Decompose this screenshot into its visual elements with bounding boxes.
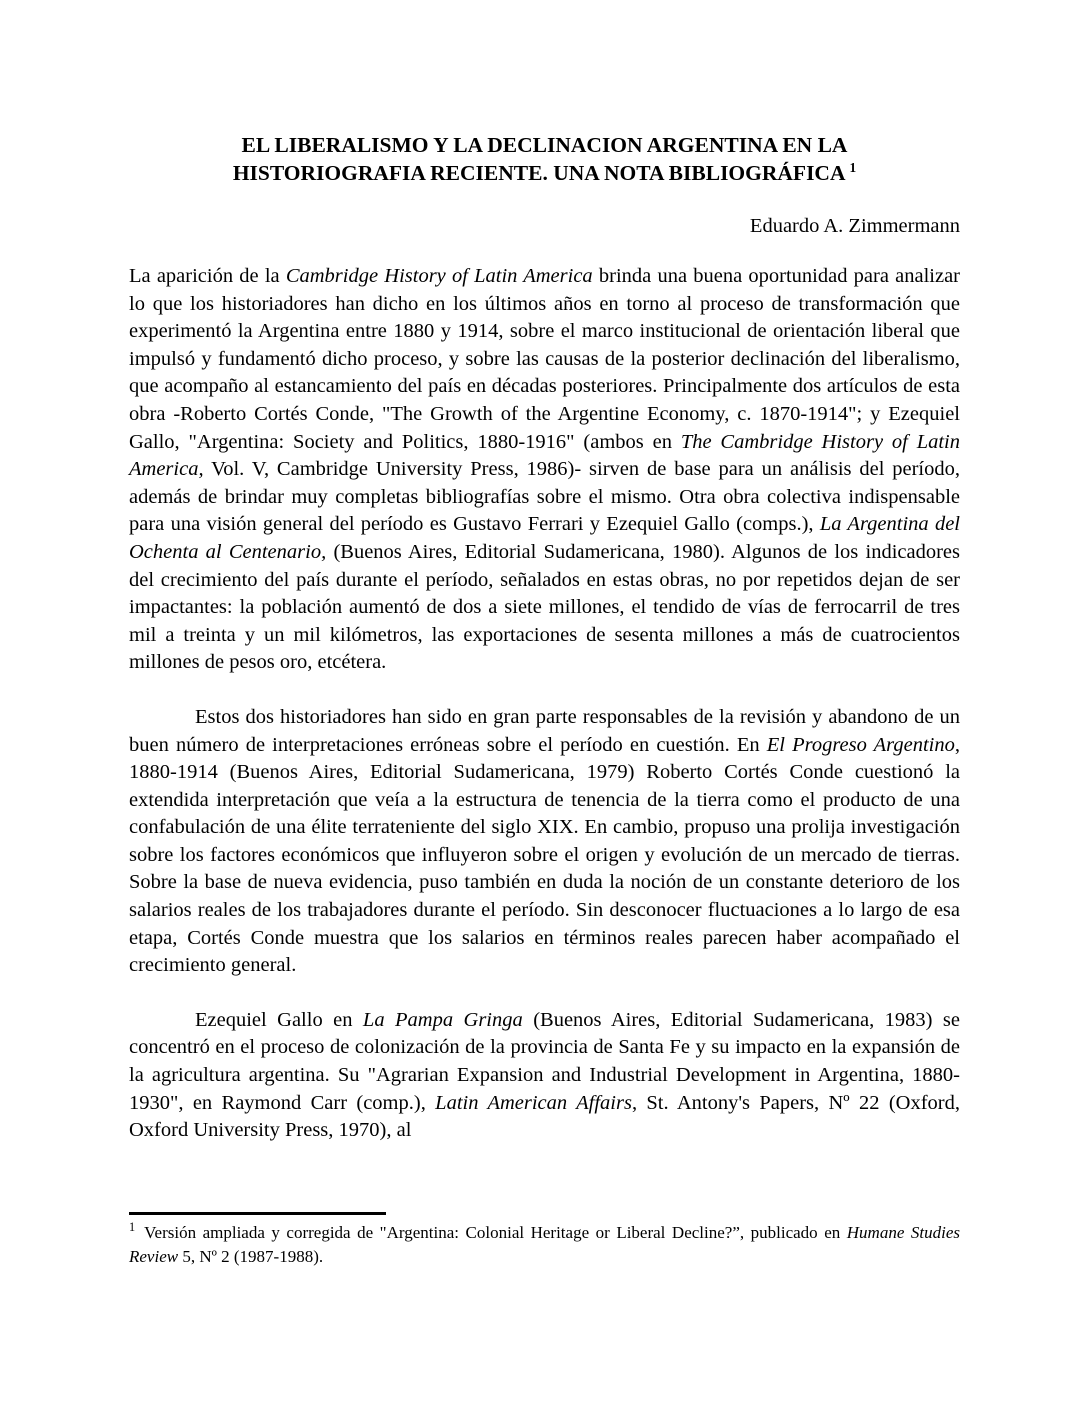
title-line-1: EL LIBERALISMO Y LA DECLINACION ARGENTINA EN LA	[241, 133, 848, 157]
document-title	[129, 131, 960, 187]
footnote-section	[129, 1212, 960, 1268]
paragraph-2: Estos dos historiadores han sido en gran parte responsables de la revisión y abandono de un buen número de interpretaciones erróneas sobre el período en cuestión. En El Progreso Argentino, 1880-1914 (Buenos Aires, Editorial Sudamericana, 1979) Roberto Cortés Conde cuestionó la extendida interpretación que veía a la estructura de tenencia de la tierra como el producto de una confabulación de una élite terrateniente del siglo XIX. En cambio, propuso una prolija investigación sobre los factores económicos que influyeron sobre el origen y evolución de un mercado de tierras. Sobre la base de nueva evidencia, puso también en duda la noción de un constante deterioro de los salarios reales de los trabajadores durante el período. Sin desconocer fluctuaciones a lo largo de esa etapa, Cortés Conde muestra que los salarios en términos reales parecen haber acompañado el crecimiento general.	[129, 705, 960, 977]
paragraph-3: Ezequiel Gallo en La Pampa Gringa (Buenos Aires, Editorial Sudamericana, 1983) se concentró en el proceso de colonización de la provincia de Santa Fe y su impacto en la expansión de la agricultura argentina. Su "Agrarian Expansion and Industrial Development in Argentina, 1880-1930", en Raymond Carr (comp.), Latin American Affairs, St. Antony's Papers, Nº 22 (Oxford, Oxford University Press, 1970), al	[129, 1008, 960, 1142]
page-content	[129, 131, 960, 1172]
body-paragraphs	[129, 263, 960, 1145]
title-footnote-reference: 1	[849, 159, 857, 175]
footnote-separator-rule	[129, 1212, 386, 1215]
footnote-text	[129, 1221, 960, 1268]
paragraph-1: La aparición de la Cambridge History of Latin America brinda una buena oportunidad para analizar lo que los historiadores han dicho en los últimos años en torno al proceso de transformación que experimentó la Argentina entre 1880 y 1914, sobre el marco institucional de orientación liberal que impulsó y fundamentó dicho proceso, y sobre las causas de la posterior declinación del liberalismo, que acompaño al estancamiento del país en décadas posteriores. Principalmente dos artículos de esta obra -Roberto Cortés Conde, "The Growth of the Argentine Economy, c. 1870-1914"; y Ezequiel Gallo, "Argentina: Society and Politics, 1880-1916" (ambos en The Cambridge History of Latin America, Vol. V, Cambridge University Press, 1986)- sirven de base para un análisis del período, además de brindar muy completas bibliografías sobre el mismo. Otra obra colectiva indispensable para una visión general del período es Gustavo Ferrari y Ezequiel Gallo (comps.), La Argentina del Ochenta al Centenario, (Buenos Aires, Editorial Sudamericana, 1980). Algunos de los indicadores del crecimiento del país durante el período, señalados en estas obras, no por repetidos dejan de ser impactantes: la población aumentó de dos a siete millones, el tendido de vías de ferrocarril de tres mil a treinta y un mil kilómetros, las exportaciones de sesenta millones a más de cuatrocientos millones de pesos oro, etcétera.	[129, 265, 960, 674]
footnote-marker: 1	[129, 1220, 136, 1235]
footnote-body: Versión ampliada y corregida de "Argentina: Colonial Heritage or Liberal Decline?”, publicado en Humane Studies Review 5, Nº 2 (1987-1988).	[129, 1223, 960, 1266]
author-name: Eduardo A. Zimmermann	[749, 215, 960, 237]
title-line-2: HISTORIOGRAFIA RECIENTE. UNA NOTA BIBLIOGRÁFICA	[232, 161, 846, 185]
